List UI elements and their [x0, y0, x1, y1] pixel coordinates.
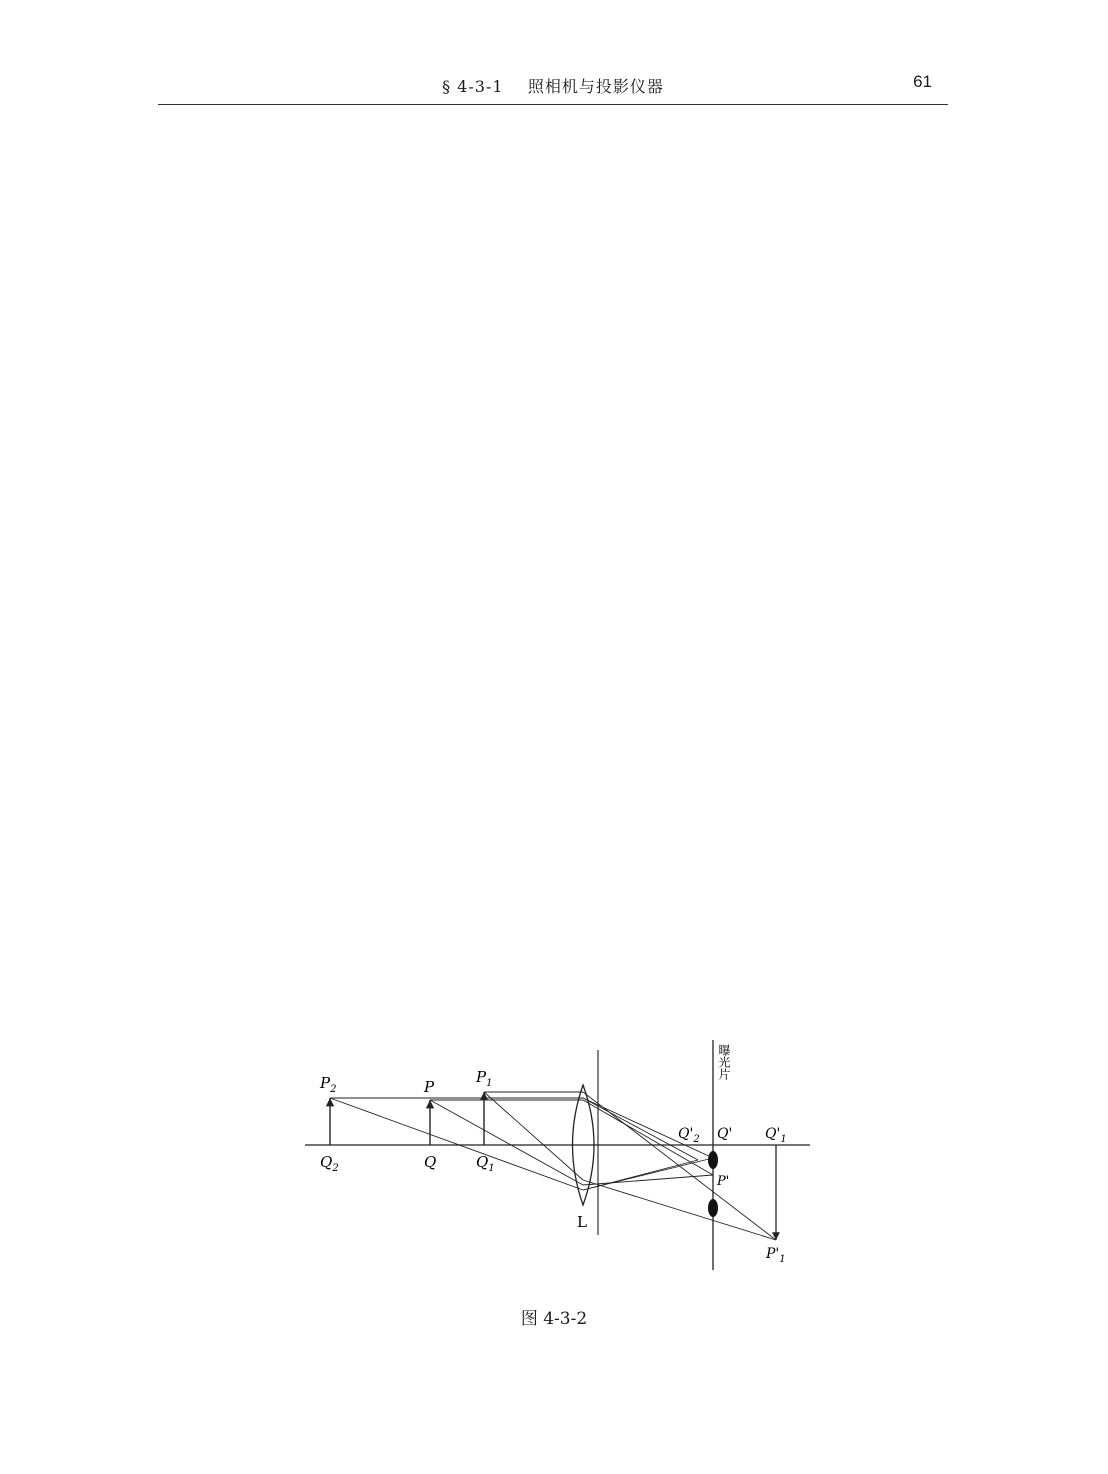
rays [330, 1092, 776, 1240]
label-q1: $Q_1$ [476, 1153, 495, 1174]
optics-diagram [300, 1030, 820, 1280]
header-title-line [158, 74, 948, 97]
label-p-image: P' [717, 1174, 730, 1189]
label-p: P [424, 1078, 435, 1096]
figure-4-3-2 [300, 1030, 820, 1280]
label-q: Q [424, 1153, 437, 1171]
label-film: 曝光片 [717, 1044, 731, 1080]
label-q2: $Q_2$ [320, 1153, 339, 1174]
paragraph-2 [158, 162, 948, 194]
paragraph-5 [158, 276, 948, 308]
label-lens: L [577, 1213, 587, 1231]
paragraph-1 [158, 124, 948, 156]
paragraph-4 [158, 238, 948, 270]
header-section-title: 照相机与投影仪器 [527, 77, 664, 96]
running-header [158, 70, 948, 105]
blur-spot-lower [708, 1199, 718, 1217]
label-q1-image: $Q'_1$ [765, 1126, 787, 1145]
label-p1-image: $P'_1$ [766, 1246, 786, 1265]
figure-caption: 图 4-3-2 [520, 1309, 588, 1329]
label-p1: $P_1$ [476, 1068, 493, 1089]
label-q-image: Q' [717, 1126, 733, 1142]
page-number: 61 [913, 72, 932, 91]
label-q2-image: $Q'_2$ [678, 1126, 700, 1145]
blur-spot-upper [708, 1151, 718, 1169]
label-p2: $P_2$ [320, 1074, 337, 1095]
body-text [158, 124, 948, 314]
header-section-number: § 4-3-1 [442, 77, 504, 96]
paragraph-3 [158, 200, 948, 232]
